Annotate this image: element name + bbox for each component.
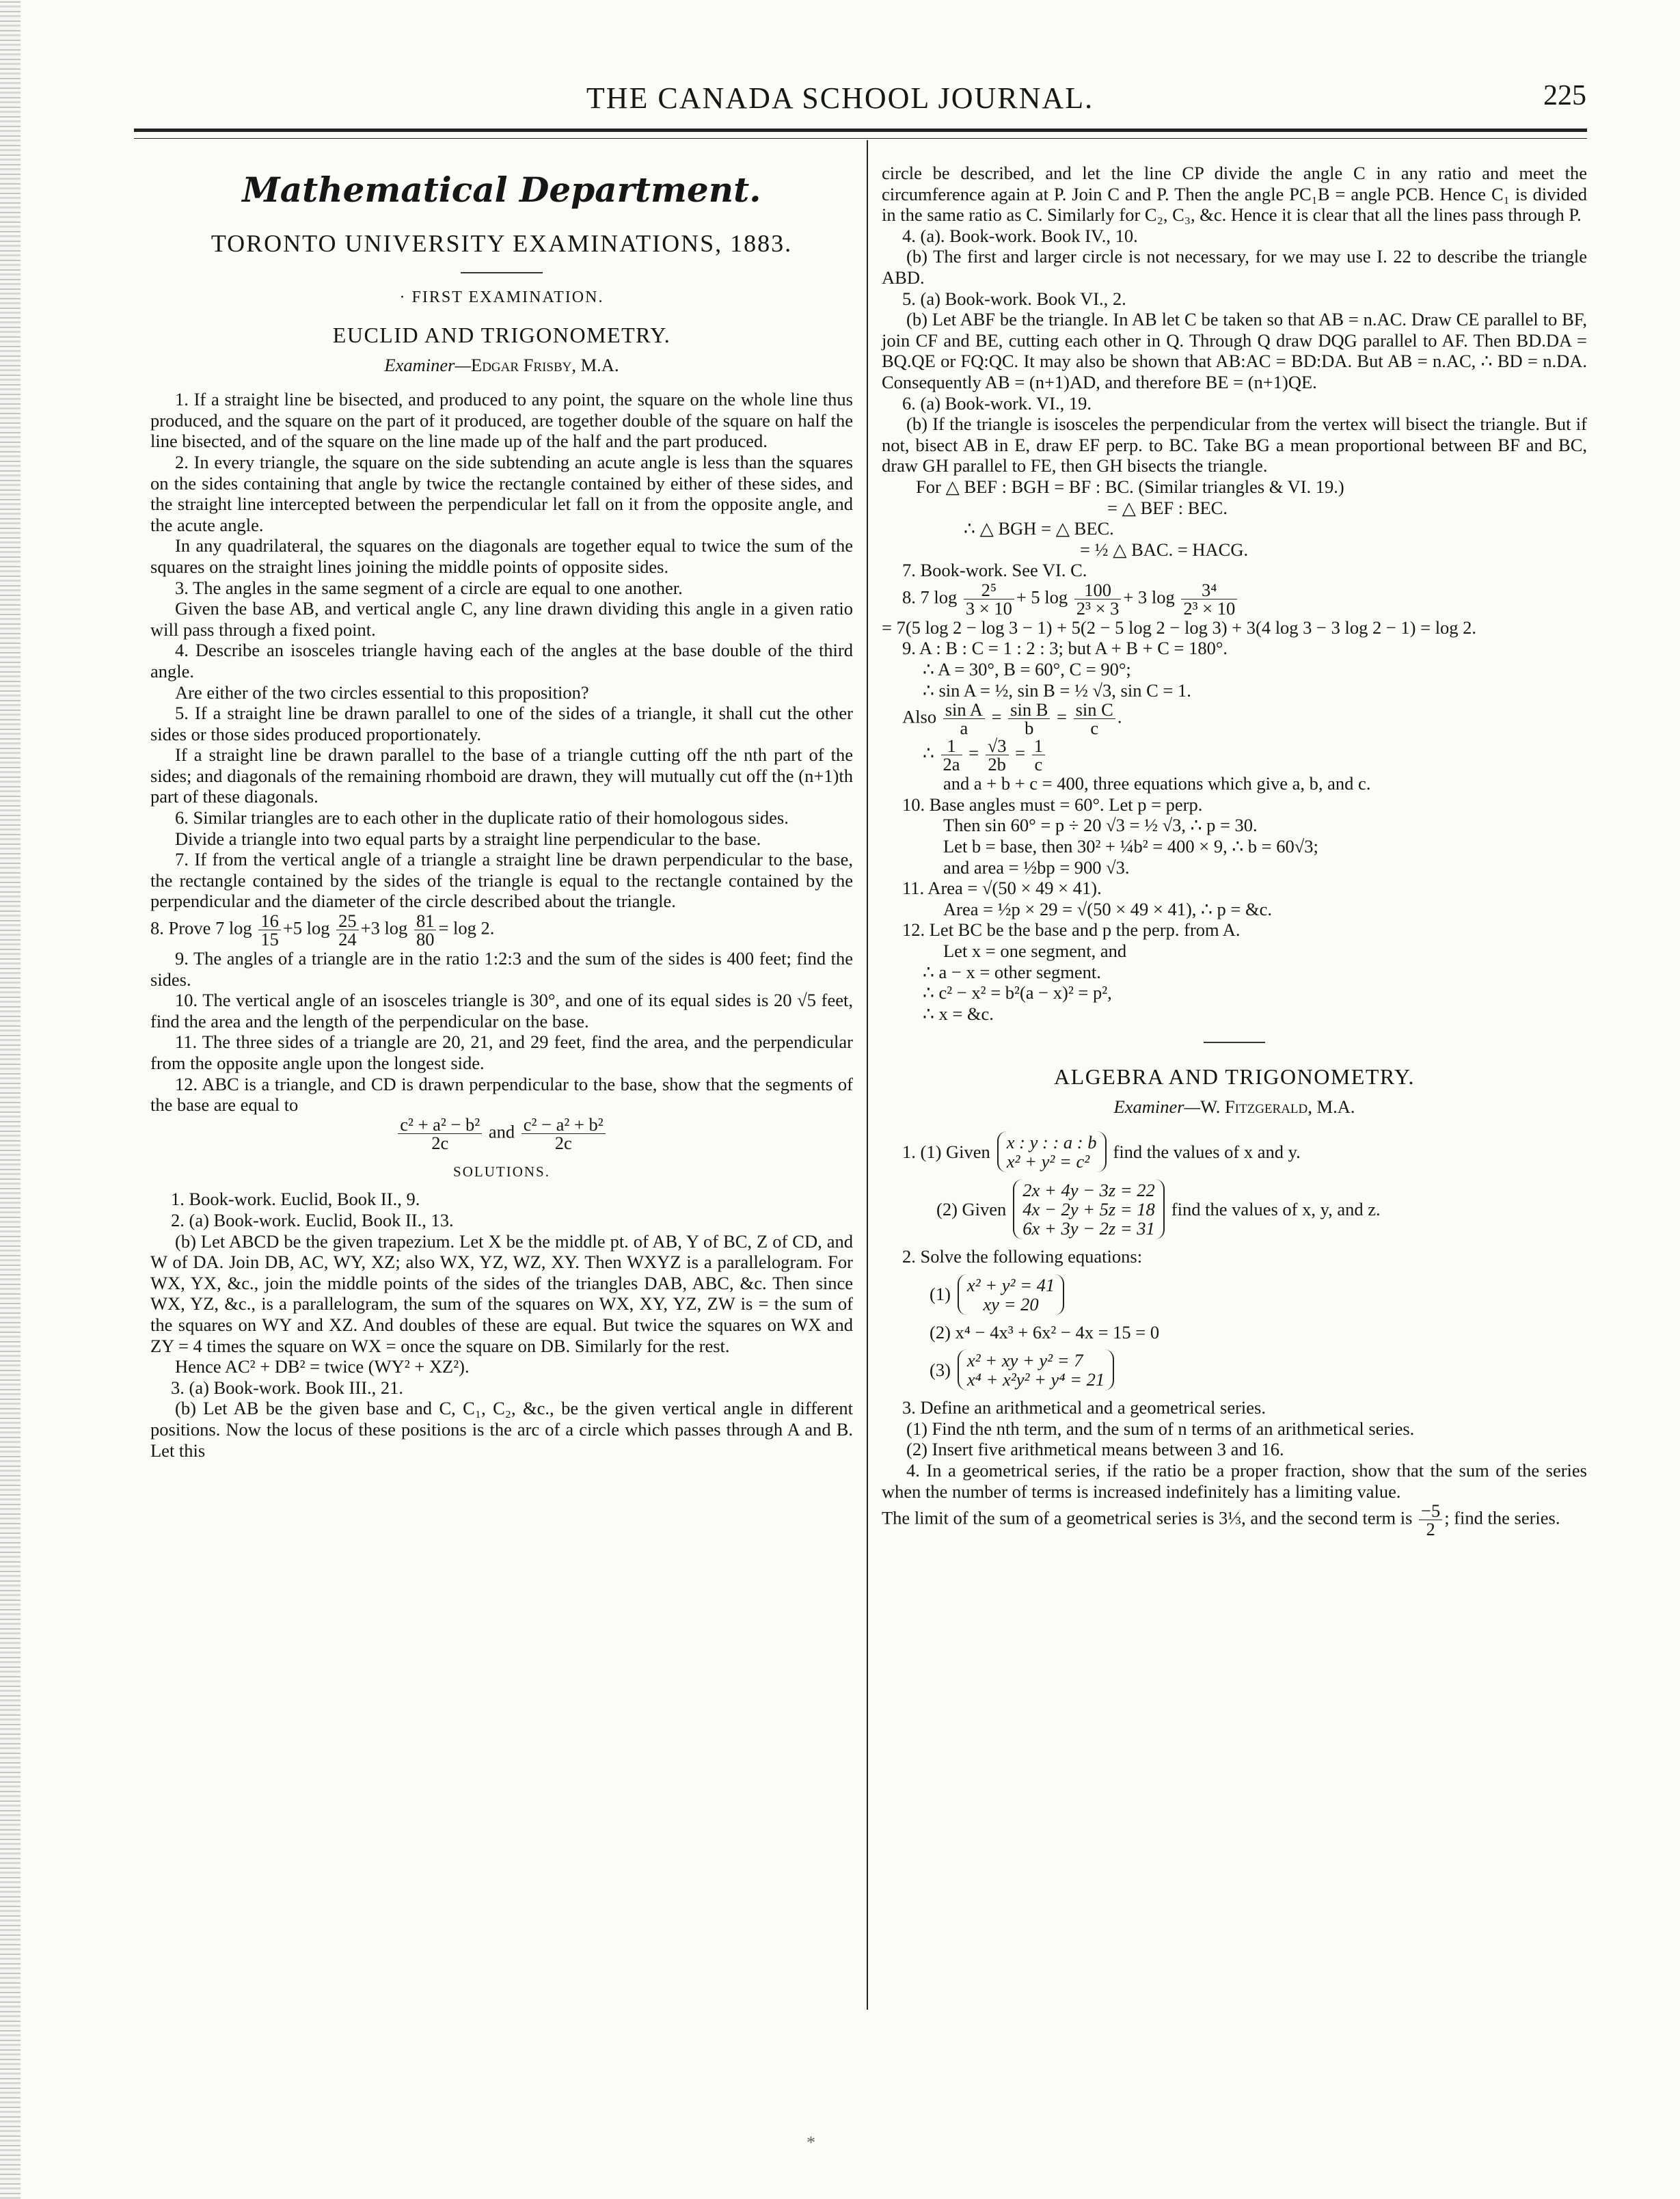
- s9-sa-den: a: [960, 718, 968, 739]
- s9-r3-num: 1: [1032, 737, 1045, 755]
- a1b-eq-1: 2x + 4y − 3z = 22: [1022, 1179, 1155, 1200]
- solution-10-line-2: Then sin 60° = p ÷ 20 √3 = ½ √3, ∴ p = 30.: [943, 815, 1258, 836]
- question-9: 9. The angles of a triangle are in the ratio 1:2:3 and the sum of the sides is 400 feet; find the sides.: [150, 948, 853, 990]
- a2-3-label: (3): [930, 1359, 951, 1380]
- q12-and: and: [488, 1121, 515, 1142]
- section-heading-algebra: ALGEBRA AND TRIGONOMETRY.: [1054, 1064, 1415, 1090]
- s9-r3-den: c: [1034, 754, 1043, 775]
- solution-4a: 4. (a). Book-work. Book IV., 10.: [902, 225, 1138, 246]
- s9-sa-num: sin A: [943, 701, 985, 719]
- examiner-name: Edgar Frisby, M.A.: [471, 354, 619, 375]
- question-5-rider: If a straight line be drawn parallel to the base of a triangle cutting off the nth part of the sides; and diagonals of the remaining rhomboid are drawn, they will mutually cut off the (n+1)th part of these diagonals.: [150, 744, 853, 807]
- s8-fraction-3: [1181, 581, 1237, 617]
- s9-r1-den: 2a: [943, 754, 960, 775]
- print-speck: *: [807, 2133, 815, 2153]
- q8-f1-den: 15: [260, 929, 279, 950]
- a5-text-2: ; find the series.: [1444, 1507, 1560, 1528]
- q12-f1-num: c² + a² − b²: [398, 1116, 482, 1134]
- a2-1-eq-2: xy = 20: [983, 1293, 1039, 1314]
- solution-8-expansion: = 7(5 log 2 − log 3 − 1) + 5(2 − 5 log 2 − log 3) + 3(4 log 3 − 3 log 2 − 1) = log 2.: [882, 617, 1477, 638]
- question-2-rider: In any quadrilateral, the squares on the diagonals are together equal to twice the sum of the squares on the straight lines joining the middle points of opposite sides.: [150, 535, 853, 577]
- s9-r2-num: √3: [986, 737, 1009, 755]
- solution-9-line-3: ∴ sin A = ½, sin B = ½ √3, sin C = 1.: [923, 679, 1191, 701]
- q12-f2-num: c² − a² + b²: [521, 1116, 606, 1134]
- s8-mid-1: + 5 log: [1016, 586, 1068, 608]
- solution-3a: 3. (a) Book-work. Book III., 21.: [171, 1377, 404, 1398]
- solution-6-line-4: = ½ △ BAC. = HACG.: [1080, 539, 1249, 560]
- question-7: 7. If from the vertical angle of a triangle a straight line be drawn perpendicular to the base, the rectangle contained by the sides of the triangle is equal to the rectangle contained by the perpendicular and the diameter of the circle described about the triangle.: [150, 849, 853, 912]
- question-6-rider: Divide a triangle into two equal parts by a straight line perpendicular to the base.: [175, 828, 761, 849]
- q8-f1-num: 16: [258, 912, 281, 930]
- a1b-eq-3: 6x + 3y − 2z = 31: [1022, 1217, 1155, 1239]
- question-8: [150, 912, 853, 948]
- solution-9-ratios: ∴ $\frac{1}{2a}$ = $\frac{√3}{2b}$ = $\frac{1}{c}$: [882, 737, 1587, 773]
- a2-3-system: [958, 1349, 1114, 1390]
- page-number: 225: [1543, 80, 1586, 111]
- q12-f2-den: 2c: [554, 1132, 572, 1153]
- s9-r2-den: 2b: [988, 754, 1006, 775]
- algebra-question-2-2: (2) x⁴ − 4x³ + 6x² − 4x = 15 = 0: [930, 1321, 1160, 1343]
- a1b-eq-2: 4x − 2y + 5z = 18: [1022, 1198, 1155, 1219]
- a2-1-eq-1: x² + y² = 41: [966, 1274, 1055, 1295]
- algebra-question-3-1: (1) Find the nth term, and the sum of n terms of an arithmetical series.: [906, 1418, 1415, 1439]
- short-rule: [461, 272, 543, 273]
- solution-8: [882, 581, 1587, 617]
- algebra-question-4-rider: [882, 1502, 1587, 1538]
- solution-9-line-2: ∴ A = 30°, B = 60°, C = 90°;: [923, 659, 1131, 680]
- a1-eq-2: x² + y² = c²: [1006, 1150, 1090, 1172]
- a1b-system: [1013, 1179, 1164, 1239]
- algebra-question-3-2: (2) Insert five arithmetical means between 3 and 16.: [906, 1439, 1284, 1460]
- solutions-heading: SOLUTIONS.: [453, 1163, 550, 1180]
- a2-1-label: (1): [930, 1284, 951, 1305]
- solution-2c: Hence AC² + DB² = twice (WY² + XZ²).: [175, 1356, 470, 1377]
- s9-sine-c: [1074, 701, 1115, 737]
- s9-r3: [1032, 737, 1045, 773]
- examiner-2-name: W. Fitzgerald, M.A.: [1200, 1096, 1355, 1118]
- solution-3b-continued: circle be described, and let the line CP divide the angle C in any ratio and meet the circumference again at P. Join C and P. Then the angle PC₁B = angle PCB. Hence C₁ is divided in the same ratio as C. Similarly for C₂, C₃, &c. Hence it is clear that all the lines pass through P.: [882, 163, 1587, 226]
- q12-fraction-2: [521, 1116, 606, 1152]
- question-4: 4. Describe an isosceles triangle having each of the angles at the base double of the third angle.: [150, 640, 853, 682]
- solution-4b: (b) The first and larger circle is not necessary, for we may use I. 22 to describe the triangle ABD.: [882, 246, 1587, 288]
- question-11: 11. The three sides of a triangle are 20, 21, and 29 feet, find the area, and the perpendicular from the opposite angle upon the longest side.: [150, 1031, 853, 1073]
- solution-12-line-2: Let x = one segment, and: [943, 941, 1127, 961]
- a1b-tail: find the values of x, y, and z.: [1171, 1198, 1381, 1219]
- solution-10: 10. Base angles must = 60°. Let p = perp.: [902, 794, 1203, 815]
- solution-5a: 5. (a) Book-work. Book VI., 2.: [902, 288, 1126, 309]
- s9-sb-num: sin B: [1008, 701, 1050, 719]
- q8-prefix: 8. Prove 7 log: [150, 917, 252, 939]
- algebra-question-4: 4. In a geometrical series, if the ratio be a proper fraction, show that the sum of the series when the number of terms is increased indefinitely has a limiting value.: [882, 1459, 1587, 1502]
- q8-f2-den: 24: [338, 929, 357, 950]
- a5-fraction: [1419, 1502, 1442, 1538]
- s8-f1-den: 3 × 10: [965, 597, 1012, 619]
- s9-sc-den: c: [1090, 718, 1099, 739]
- solution-9: 9. A : B : C = 1 : 2 : 3; but A + B + C = 180°.: [902, 638, 1228, 659]
- question-6: 6. Similar triangles are to each other in the duplicate ratio of their homologous sides.: [175, 807, 789, 828]
- section-heading-euclid: EUCLID AND TRIGONOMETRY.: [332, 322, 671, 347]
- s9-r1-num: 1: [941, 737, 962, 755]
- a1-system: [997, 1131, 1107, 1172]
- header-rule-thick: [134, 129, 1587, 132]
- algebra-question-2-3: [882, 1349, 1587, 1390]
- solution-6-line-2: = △ BEF : BEC.: [1107, 497, 1228, 518]
- s9-sb-den: b: [1025, 718, 1034, 739]
- a1-tail: find the values of x and y.: [1113, 1141, 1301, 1162]
- s9-sine-b: [1008, 701, 1050, 737]
- solution-12-line-5: ∴ x = &c.: [923, 1003, 994, 1024]
- s8-fraction-1: [964, 581, 1014, 617]
- q8-mid-2: +3 log: [360, 917, 408, 939]
- solution-12: 12. Let BC be the base and p the perp. from A.: [902, 919, 1241, 941]
- q12-f1-den: 2c: [431, 1132, 449, 1153]
- solution-7: 7. Book-work. See VI. C.: [902, 560, 1087, 581]
- s8-mid-2: + 3 log: [1123, 586, 1175, 608]
- solution-2b: (b) Let ABCD be the given trapezium. Let X be the middle pt. of AB, Y of BC, Z of CD, and W of DA. Join DB, AC, WY, XZ; also WX, YZ, WZ, XY. Then WXYZ is a parallelogram. For WX, YX, &c., join the middle points of the sides of the triangles DAB, ABC, &c. Then since WX, YZ, &c., is a parallelogram, the sum of the squares on WX, XY, YZ, ZW is = the sum of the squares on WY and XZ. And doubles of these are equal. But twice the squares on WX and ZY = 4 times the square on WX = once the square on DB. Similarly for the rest.: [150, 1230, 853, 1356]
- a2-3-eq-1: x² + xy + y² = 7: [966, 1350, 1083, 1371]
- q8-fraction-2: [336, 912, 359, 948]
- solution-10-line-4: and area = ½bp = 900 √3.: [943, 856, 1130, 878]
- examiner-line: [150, 355, 853, 376]
- question-3-rider: Given the base AB, and vertical angle C, any line drawn dividing this angle in a given ratio will pass through a fixed point.: [150, 598, 853, 640]
- a5-den: 2: [1426, 1519, 1435, 1540]
- examiner-2-label: Examiner—: [1113, 1096, 1201, 1118]
- solution-12-line-3: ∴ a − x = other segment.: [923, 961, 1101, 982]
- solution-5b: (b) Let ABF be the triangle. In AB let C be taken so that AB = n.AC. Draw CE parallel to BF, join CF and BE, cutting each other in Q. Through Q draw DQG parallel to AF. Then BD.DA = BQ.QE or FQ:QC. It may also be shown that AB:AC = BD:DA. But AB = n.AC, ∴ BD = n.DA. Consequently AB = (n+1)AD, and therefore BE = (n+1)QE.: [882, 309, 1587, 392]
- q8-fraction-3: [414, 912, 437, 948]
- s9-r2: [986, 737, 1009, 773]
- algebra-question-2-1: [882, 1274, 1587, 1315]
- s9-r1: [941, 737, 962, 773]
- solution-10-line-3: Let b = base, then 30² + ¼b² = 400 × 9, ∴ b = 60√3;: [943, 836, 1318, 857]
- solution-6b: (b) If the triangle is isosceles the perpendicular from the vertex will bisect the triangle. But if not, bisect AB in E, draw EF perp. to BC. Take BG a mean proportional between BF and BC, draw GH parallel to FE, then GH bisects the triangle.: [882, 414, 1587, 476]
- s9-sine-a: [943, 701, 985, 737]
- a2-3-eq-2: x⁴ + x²y² + y⁴ = 21: [966, 1369, 1105, 1390]
- a5-num: −5: [1419, 1502, 1442, 1520]
- s8-f3-den: 2³ × 10: [1183, 597, 1236, 619]
- solution-12-line-4: ∴ c² − x² = b²(a − x)² = p²,: [923, 982, 1112, 1003]
- a5-text-1: The limit of the sum of a geometrical series is 3⅓, and the second term is: [882, 1507, 1413, 1528]
- page-edge: [0, 0, 21, 2199]
- solution-9-sine-rule: Also $\frac{\text{sin A}}{a}$ = $\frac{\text{sin B}}{b}$ = $\frac{\text{sin C}}{c}$ .: [902, 699, 1122, 739]
- s9-sc-num: sin C: [1074, 701, 1115, 719]
- question-4-rider: Are either of the two circles essential to this proposition?: [175, 682, 589, 703]
- a1-eq-1: x : y : : a : b: [1006, 1131, 1097, 1152]
- solution-11-line-2: Area = ½p × 29 = √(50 × 49 × 41), ∴ p = &c.: [943, 898, 1272, 919]
- solution-6a: 6. (a) Book-work. VI., 19.: [902, 392, 1092, 414]
- section-divider: [1204, 1042, 1265, 1043]
- right-column: [882, 163, 1587, 1538]
- s9-also: Also: [902, 706, 937, 727]
- s8-prefix: 8. 7 log: [902, 586, 958, 608]
- question-12: 12. ABC is a triangle, and CD is drawn perpendicular to the base, show that the segments of the base are equal to: [150, 1073, 853, 1116]
- journal-title: THE CANADA SCHOOL JOURNAL.: [586, 81, 1094, 115]
- department-title: Mathematical Department.: [242, 170, 761, 210]
- exam-heading: TORONTO UNIVERSITY EXAMINATIONS, 1883.: [211, 230, 793, 257]
- column-divider: [867, 140, 868, 2010]
- algebra-question-1-1: [882, 1131, 1587, 1172]
- solution-3b: (b) Let AB be the given base and C, C₁, C₂, &c., be the given vertical angle in different positions. Now the locus of these positions is the arc of a circle which passes through A and B. Let this: [150, 1398, 853, 1461]
- q8-f3-den: 80: [416, 929, 435, 950]
- solution-1: 1. Book-work. Euclid, Book II., 9.: [171, 1189, 420, 1210]
- question-10: 10. The vertical angle of an isosceles triangle is 30°, and one of its equal sides is 20 √5 feet, find the area and the length of the perpendicular on the base.: [150, 990, 853, 1031]
- s8-f1-num: 2⁵: [964, 581, 1014, 599]
- q12-fraction-1: [398, 1116, 482, 1152]
- question-5: 5. If a straight line be drawn parallel to one of the sides of a triangle, it shall cut the other sides or those sides produced proportionately.: [150, 703, 853, 744]
- solution-6-line-3: ∴ △ BGH = △ BEC.: [964, 518, 1114, 539]
- q8-f2-num: 25: [336, 912, 359, 930]
- question-3: 3. The angles in the same segment of a circle are equal to one another.: [175, 577, 683, 598]
- solution-2a: 2. (a) Book-work. Euclid, Book II., 13.: [171, 1209, 454, 1230]
- algebra-question-2: 2. Solve the following equations:: [902, 1245, 1143, 1267]
- q8-fraction-1: [258, 912, 281, 948]
- s8-f3-num: 3⁴: [1181, 581, 1237, 599]
- question-12-formula: [150, 1116, 853, 1152]
- question-2: 2. In every triangle, the square on the side subtending an acute angle is less than the squares on the sides containing that angle by twice the rectangle contained by either of these sides, and the straight line intercepted between the perpendicular let fall on it from the opposite angle, and the acute angle.: [150, 451, 853, 535]
- algebra-question-3: 3. Define an arithmetical and a geometrical series.: [902, 1397, 1266, 1418]
- solution-9-conclusion: and a + b + c = 400, three equations which give a, b, and c.: [943, 773, 1371, 794]
- s8-f2-num: 100: [1074, 581, 1122, 599]
- q8-f3-num: 81: [414, 912, 437, 930]
- q8-mid-1: +5 log: [282, 917, 330, 939]
- examiner-label: Examiner—: [384, 354, 472, 375]
- solution-11: 11. Area = √(50 × 49 × 41).: [902, 878, 1102, 899]
- solution-6-line-1: For △ BEF : BGH = BF : BC. (Similar triangles & VI. 19.): [916, 476, 1344, 497]
- a1b-label: (2) Given: [936, 1198, 1007, 1219]
- s8-f2-den: 2³ × 3: [1076, 597, 1120, 619]
- algebra-question-1-2: [882, 1179, 1587, 1239]
- first-examination-heading: · FIRST EXAMINATION.: [399, 288, 604, 306]
- q8-end: = log 2.: [438, 917, 495, 939]
- left-column: [150, 164, 853, 1461]
- question-1: 1. If a straight line be bisected, and produced to any point, the square on the whole line thus produced, and the square on the part of it produced, are together double of the square on half the line bisected, and of the square on the line made up of the half and the part produced.: [150, 389, 853, 452]
- s8-fraction-2: [1074, 581, 1122, 617]
- a1-label: 1. (1) Given: [902, 1141, 990, 1162]
- a2-1-system: [958, 1274, 1064, 1315]
- header-rule-thin: [134, 138, 1587, 139]
- examiner-line-2: [882, 1096, 1587, 1118]
